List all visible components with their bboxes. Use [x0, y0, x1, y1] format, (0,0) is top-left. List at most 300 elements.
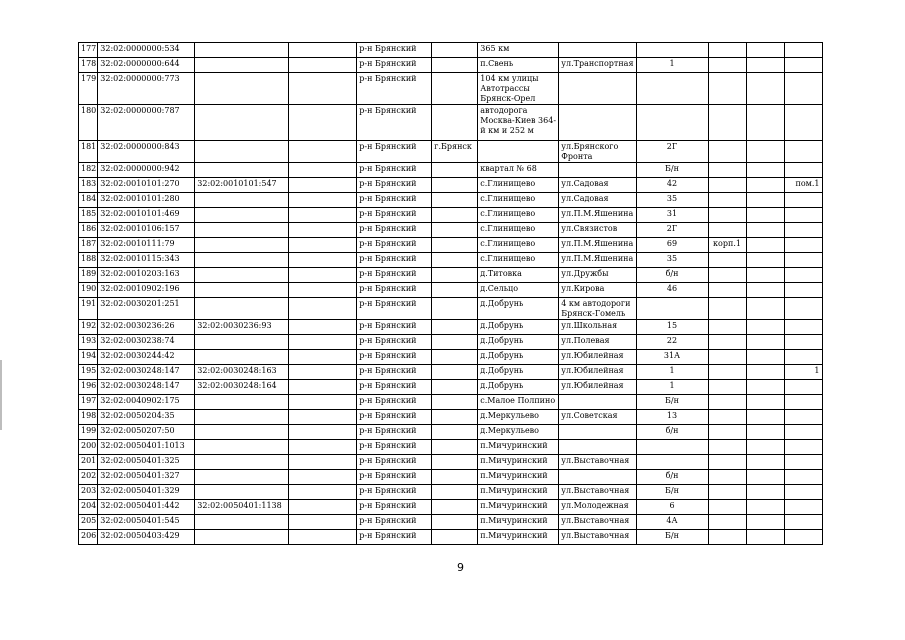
building-cell: [708, 365, 746, 380]
premises-cell: [784, 515, 822, 530]
house-cell: 46: [636, 283, 708, 298]
district-cell: р-н Брянский: [357, 193, 432, 208]
city-cell: [432, 163, 478, 178]
cadastral-number-cell: 32:02:0030238:74: [98, 335, 195, 350]
house-cell: б/н: [636, 470, 708, 485]
parent-cadastral-number-cell: [195, 530, 289, 545]
row-number-cell: 187: [79, 238, 98, 253]
house-cell: б/н: [636, 268, 708, 283]
house-cell: 15: [636, 320, 708, 335]
district-cell: р-н Брянский: [357, 440, 432, 455]
empty-cell: [289, 380, 357, 395]
cadastral-number-cell: 32:02:0030236:26: [98, 320, 195, 335]
row-number-cell: 188: [79, 253, 98, 268]
house-cell: 1: [636, 58, 708, 73]
cadastral-number-cell: 32:02:0010101:280: [98, 193, 195, 208]
cadastral-number-cell: 32:02:0050401:327: [98, 470, 195, 485]
extra-cell: [746, 43, 784, 58]
cadastral-number-cell: 32:02:0040902:175: [98, 395, 195, 410]
district-cell: р-н Брянский: [357, 178, 432, 193]
parent-cadastral-number-cell: [195, 58, 289, 73]
street-cell: [559, 163, 636, 178]
empty-cell: [289, 320, 357, 335]
street-cell: [559, 440, 636, 455]
premises-cell: [784, 410, 822, 425]
district-cell: р-н Брянский: [357, 238, 432, 253]
table-row: [79, 440, 823, 455]
parent-cadastral-number-cell: [195, 485, 289, 500]
house-cell: [636, 43, 708, 58]
house-cell: Б/н: [636, 395, 708, 410]
row-number-cell: 198: [79, 410, 98, 425]
settlement-cell: д.Сельцо: [478, 283, 559, 298]
cadastral-number-cell: 32:02:0050403:429: [98, 530, 195, 545]
city-cell: [432, 515, 478, 530]
street-cell: [559, 425, 636, 440]
city-cell: [432, 298, 478, 320]
parent-cadastral-number-cell: [195, 253, 289, 268]
settlement-cell: п.Мичуринский: [478, 485, 559, 500]
house-cell: 4А: [636, 515, 708, 530]
table-row: [79, 283, 823, 298]
building-cell: [708, 193, 746, 208]
district-cell: р-н Брянский: [357, 485, 432, 500]
empty-cell: [289, 365, 357, 380]
cadastral-number-cell: 32:02:0010101:270: [98, 178, 195, 193]
table-row: [79, 335, 823, 350]
settlement-cell: д.Добрунь: [478, 298, 559, 320]
settlement-cell: п.Мичуринский: [478, 500, 559, 515]
row-number-cell: 200: [79, 440, 98, 455]
settlement-cell: [478, 141, 559, 163]
extra-cell: [746, 425, 784, 440]
city-cell: [432, 43, 478, 58]
table-row: [79, 73, 823, 105]
extra-cell: [746, 283, 784, 298]
parent-cadastral-number-cell: [195, 73, 289, 105]
city-cell: [432, 105, 478, 141]
street-cell: ул.Выставочная: [559, 515, 636, 530]
parent-cadastral-number-cell: [195, 238, 289, 253]
row-number-cell: 182: [79, 163, 98, 178]
district-cell: р-н Брянский: [357, 380, 432, 395]
settlement-cell: д.Добрунь: [478, 380, 559, 395]
building-cell: [708, 163, 746, 178]
row-number-cell: 195: [79, 365, 98, 380]
city-cell: [432, 320, 478, 335]
settlement-cell: квартал № 68: [478, 163, 559, 178]
city-cell: [432, 283, 478, 298]
premises-cell: [784, 335, 822, 350]
extra-cell: [746, 440, 784, 455]
building-cell: [708, 73, 746, 105]
settlement-cell: с.Глинищево: [478, 253, 559, 268]
city-cell: [432, 58, 478, 73]
district-cell: р-н Брянский: [357, 253, 432, 268]
parent-cadastral-number-cell: [195, 223, 289, 238]
premises-cell: [784, 380, 822, 395]
row-number-cell: 186: [79, 223, 98, 238]
city-cell: [432, 530, 478, 545]
building-cell: [708, 500, 746, 515]
city-cell: [432, 470, 478, 485]
empty-cell: [289, 268, 357, 283]
row-number-cell: 197: [79, 395, 98, 410]
district-cell: р-н Брянский: [357, 73, 432, 105]
settlement-cell: с.Глинищево: [478, 223, 559, 238]
cadastral-number-cell: 32:02:0050401:1013: [98, 440, 195, 455]
settlement-cell: 104 км улицы Автотрассы Брянск-Орел: [478, 73, 559, 105]
table-row: [79, 223, 823, 238]
cadastral-number-cell: 32:02:0050401:545: [98, 515, 195, 530]
city-cell: [432, 395, 478, 410]
row-number-cell: 202: [79, 470, 98, 485]
settlement-cell: с.Глинищево: [478, 208, 559, 223]
district-cell: р-н Брянский: [357, 470, 432, 485]
parent-cadastral-number-cell: [195, 470, 289, 485]
premises-cell: [784, 470, 822, 485]
table-row: [79, 500, 823, 515]
row-number-cell: 204: [79, 500, 98, 515]
building-cell: [708, 268, 746, 283]
table-row: [79, 208, 823, 223]
city-cell: [432, 238, 478, 253]
cadastral-number-cell: 32:02:0030248:147: [98, 380, 195, 395]
building-cell: [708, 350, 746, 365]
cadastral-number-cell: 32:02:0010106:157: [98, 223, 195, 238]
house-cell: 35: [636, 193, 708, 208]
cadastral-number-cell: 32:02:0010111:79: [98, 238, 195, 253]
street-cell: ул.П.М.Яшенина: [559, 208, 636, 223]
settlement-cell: д.Меркульево: [478, 425, 559, 440]
building-cell: [708, 208, 746, 223]
district-cell: р-н Брянский: [357, 530, 432, 545]
row-number-cell: 179: [79, 73, 98, 105]
premises-cell: [784, 298, 822, 320]
row-number-cell: 194: [79, 350, 98, 365]
district-cell: р-н Брянский: [357, 163, 432, 178]
cadastral-number-cell: 32:02:0030201:251: [98, 298, 195, 320]
premises-cell: [784, 350, 822, 365]
scan-edge-mark: [0, 360, 2, 430]
row-number-cell: 193: [79, 335, 98, 350]
house-cell: 1: [636, 380, 708, 395]
house-cell: 35: [636, 253, 708, 268]
street-cell: ул.Садовая: [559, 193, 636, 208]
parent-cadastral-number-cell: [195, 350, 289, 365]
street-cell: ул.Выставочная: [559, 485, 636, 500]
cadastral-number-cell: 32:02:0010203:163: [98, 268, 195, 283]
building-cell: [708, 223, 746, 238]
premises-cell: [784, 425, 822, 440]
cadastral-number-cell: 32:02:0010101:469: [98, 208, 195, 223]
street-cell: ул.Связистов: [559, 223, 636, 238]
district-cell: р-н Брянский: [357, 425, 432, 440]
premises-cell: [784, 268, 822, 283]
building-cell: [708, 298, 746, 320]
house-cell: [636, 105, 708, 141]
house-cell: 31А: [636, 350, 708, 365]
empty-cell: [289, 238, 357, 253]
row-number-cell: 181: [79, 141, 98, 163]
row-number-cell: 177: [79, 43, 98, 58]
district-cell: р-н Брянский: [357, 208, 432, 223]
settlement-cell: п.Мичуринский: [478, 515, 559, 530]
empty-cell: [289, 298, 357, 320]
settlement-cell: д.Добрунь: [478, 335, 559, 350]
parent-cadastral-number-cell: [195, 425, 289, 440]
empty-cell: [289, 335, 357, 350]
empty-cell: [289, 470, 357, 485]
district-cell: р-н Брянский: [357, 298, 432, 320]
house-cell: Б/н: [636, 530, 708, 545]
extra-cell: [746, 298, 784, 320]
empty-cell: [289, 223, 357, 238]
street-cell: ул.П.М.Яшенина: [559, 238, 636, 253]
empty-cell: [289, 500, 357, 515]
street-cell: ул.Выставочная: [559, 455, 636, 470]
house-cell: 6: [636, 500, 708, 515]
street-cell: ул.Полевая: [559, 335, 636, 350]
extra-cell: [746, 455, 784, 470]
empty-cell: [289, 395, 357, 410]
settlement-cell: п.Мичуринский: [478, 440, 559, 455]
row-number-cell: 183: [79, 178, 98, 193]
street-cell: ул.Юбилейная: [559, 380, 636, 395]
premises-cell: [784, 440, 822, 455]
street-cell: ул.Выставочная: [559, 530, 636, 545]
city-cell: [432, 410, 478, 425]
table-row: [79, 178, 823, 193]
table-row: [79, 58, 823, 73]
extra-cell: [746, 163, 784, 178]
table-row: [79, 105, 823, 141]
building-cell: [708, 178, 746, 193]
building-cell: [708, 410, 746, 425]
row-number-cell: 201: [79, 455, 98, 470]
street-cell: ул.Транспортная: [559, 58, 636, 73]
extra-cell: [746, 238, 784, 253]
parent-cadastral-number-cell: [195, 268, 289, 283]
building-cell: [708, 320, 746, 335]
house-cell: Б/н: [636, 485, 708, 500]
city-cell: [432, 425, 478, 440]
city-cell: [432, 380, 478, 395]
empty-cell: [289, 515, 357, 530]
table-row: [79, 365, 823, 380]
premises-cell: [784, 395, 822, 410]
row-number-cell: 199: [79, 425, 98, 440]
empty-cell: [289, 58, 357, 73]
premises-cell: [784, 141, 822, 163]
extra-cell: [746, 530, 784, 545]
premises-cell: [784, 208, 822, 223]
page-number: 9: [457, 561, 464, 574]
city-cell: [432, 268, 478, 283]
row-number-cell: 184: [79, 193, 98, 208]
table-row: [79, 530, 823, 545]
table-row: [79, 455, 823, 470]
extra-cell: [746, 253, 784, 268]
city-cell: [432, 193, 478, 208]
house-cell: [636, 298, 708, 320]
house-cell: б/н: [636, 425, 708, 440]
table-row: [79, 238, 823, 253]
cadastral-number-cell: 32:02:0050204:35: [98, 410, 195, 425]
row-number-cell: 205: [79, 515, 98, 530]
parent-cadastral-number-cell: [195, 163, 289, 178]
settlement-cell: п.Мичуринский: [478, 530, 559, 545]
row-number-cell: 191: [79, 298, 98, 320]
building-cell: [708, 485, 746, 500]
row-number-cell: 178: [79, 58, 98, 73]
parent-cadastral-number-cell: [195, 283, 289, 298]
building-cell: [708, 455, 746, 470]
settlement-cell: д.Добрунь: [478, 350, 559, 365]
row-number-cell: 180: [79, 105, 98, 141]
parent-cadastral-number-cell: [195, 410, 289, 425]
parent-cadastral-number-cell: [195, 440, 289, 455]
district-cell: р-н Брянский: [357, 395, 432, 410]
premises-cell: [784, 500, 822, 515]
street-cell: [559, 105, 636, 141]
cadastral-number-cell: 32:02:0000000:773: [98, 73, 195, 105]
row-number-cell: 185: [79, 208, 98, 223]
extra-cell: [746, 268, 784, 283]
premises-cell: [784, 73, 822, 105]
extra-cell: [746, 73, 784, 105]
building-cell: [708, 425, 746, 440]
district-cell: р-н Брянский: [357, 335, 432, 350]
extra-cell: [746, 223, 784, 238]
building-cell: [708, 283, 746, 298]
premises-cell: [784, 105, 822, 141]
cadastral-number-cell: 32:02:0050401:442: [98, 500, 195, 515]
settlement-cell: автодорога Москва-Киев 364-й км и 252 м: [478, 105, 559, 141]
street-cell: ул.Садовая: [559, 178, 636, 193]
cadastral-number-cell: 32:02:0000000:787: [98, 105, 195, 141]
premises-cell: 1: [784, 365, 822, 380]
premises-cell: [784, 320, 822, 335]
city-cell: [432, 350, 478, 365]
extra-cell: [746, 485, 784, 500]
cadastral-number-cell: 32:02:0010902:196: [98, 283, 195, 298]
house-cell: 69: [636, 238, 708, 253]
street-cell: ул.Кирова: [559, 283, 636, 298]
house-cell: [636, 73, 708, 105]
table-row: [79, 141, 823, 163]
extra-cell: [746, 515, 784, 530]
city-cell: [432, 335, 478, 350]
extra-cell: [746, 395, 784, 410]
settlement-cell: п.Мичуринский: [478, 470, 559, 485]
table-row: [79, 298, 823, 320]
city-cell: [432, 365, 478, 380]
city-cell: [432, 455, 478, 470]
cadastral-number-cell: 32:02:0000000:942: [98, 163, 195, 178]
city-cell: [432, 223, 478, 238]
house-cell: 1: [636, 365, 708, 380]
city-cell: [432, 485, 478, 500]
premises-cell: [784, 283, 822, 298]
premises-cell: пом.1: [784, 178, 822, 193]
cadastral-number-cell: 32:02:0030244:42: [98, 350, 195, 365]
table-row: [79, 320, 823, 335]
building-cell: [708, 43, 746, 58]
premises-cell: [784, 253, 822, 268]
house-cell: 22: [636, 335, 708, 350]
table-row: [79, 380, 823, 395]
district-cell: р-н Брянский: [357, 268, 432, 283]
building-cell: [708, 58, 746, 73]
table-row: [79, 425, 823, 440]
parent-cadastral-number-cell: 32:02:0030248:163: [195, 365, 289, 380]
row-number-cell: 196: [79, 380, 98, 395]
cadastral-number-cell: 32:02:0050207:50: [98, 425, 195, 440]
row-number-cell: 192: [79, 320, 98, 335]
extra-cell: [746, 105, 784, 141]
empty-cell: [289, 178, 357, 193]
registry-table: [78, 42, 823, 545]
extra-cell: [746, 58, 784, 73]
empty-cell: [289, 43, 357, 58]
district-cell: р-н Брянский: [357, 223, 432, 238]
district-cell: р-н Брянский: [357, 283, 432, 298]
table-row: [79, 410, 823, 425]
extra-cell: [746, 410, 784, 425]
city-cell: [432, 178, 478, 193]
table-row: [79, 470, 823, 485]
building-cell: [708, 470, 746, 485]
settlement-cell: с.Малое Полпино: [478, 395, 559, 410]
street-cell: ул.Советская: [559, 410, 636, 425]
settlement-cell: д.Добрунь: [478, 320, 559, 335]
table-row: [79, 395, 823, 410]
city-cell: г.Брянск: [432, 141, 478, 163]
cadastral-number-cell: 32:02:0010115:343: [98, 253, 195, 268]
house-cell: 2Г: [636, 223, 708, 238]
table-row: [79, 268, 823, 283]
premises-cell: [784, 455, 822, 470]
empty-cell: [289, 350, 357, 365]
extra-cell: [746, 193, 784, 208]
table-row: [79, 485, 823, 500]
city-cell: [432, 253, 478, 268]
premises-cell: [784, 485, 822, 500]
district-cell: р-н Брянский: [357, 105, 432, 141]
premises-cell: [784, 43, 822, 58]
extra-cell: [746, 380, 784, 395]
empty-cell: [289, 193, 357, 208]
settlement-cell: п.Свень: [478, 58, 559, 73]
empty-cell: [289, 163, 357, 178]
building-cell: [708, 141, 746, 163]
extra-cell: [746, 335, 784, 350]
settlement-cell: 365 км: [478, 43, 559, 58]
parent-cadastral-number-cell: [195, 43, 289, 58]
cadastral-number-cell: 32:02:0000000:534: [98, 43, 195, 58]
premises-cell: [784, 58, 822, 73]
premises-cell: [784, 163, 822, 178]
parent-cadastral-number-cell: [195, 335, 289, 350]
extra-cell: [746, 500, 784, 515]
city-cell: [432, 208, 478, 223]
extra-cell: [746, 320, 784, 335]
extra-cell: [746, 350, 784, 365]
building-cell: [708, 380, 746, 395]
street-cell: [559, 73, 636, 105]
cadastral-number-cell: 32:02:0050401:325: [98, 455, 195, 470]
